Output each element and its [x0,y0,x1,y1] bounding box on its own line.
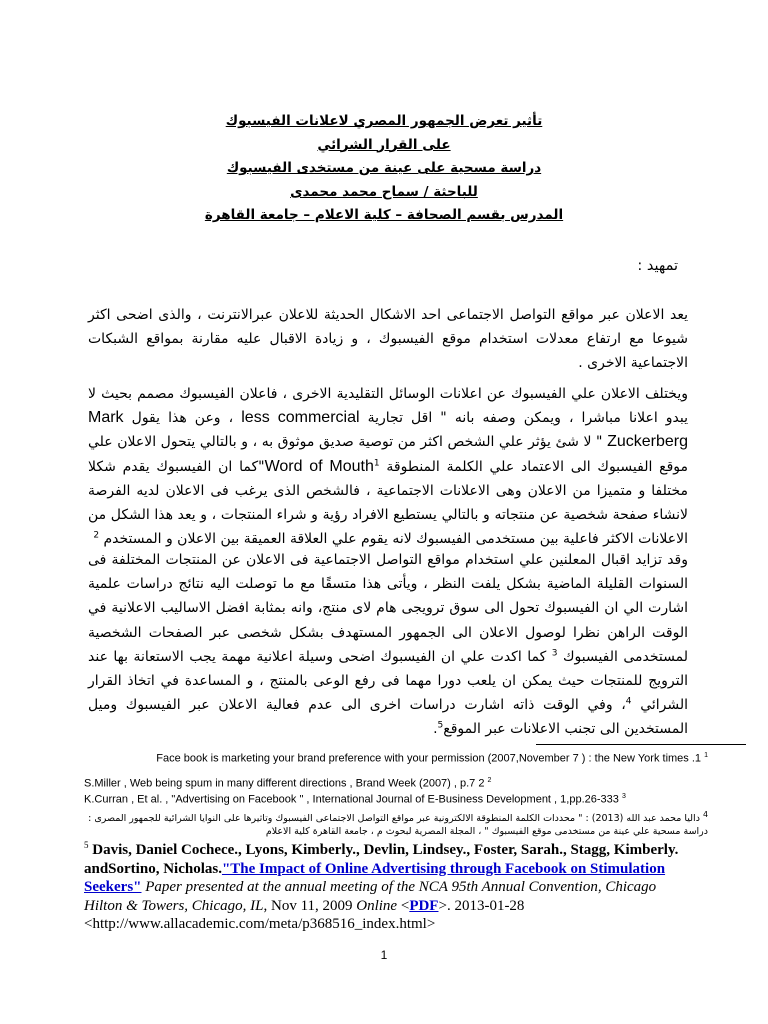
footnote-ref-3[interactable]: 3 [551,648,558,659]
footnote-4-number: 4 [702,810,708,819]
paragraph-2-part-a: ويختلف الاعلان علي الفيسبوك عن اعلانات الوسائل التقليدية الاخرى ، فاعلان الفيسبوك مصمم بحيث لا يبدو اعلانا مباشرا ، ويمكن وصفه بانه " اقل تجارية [88,386,689,427]
paragraph-2 [88,382,688,551]
footnote-4-text: داليا محمد عبد الله (2013) : " محددات الكلمة المنطوقة الالكترونية عبر مواقع التواصل الاجتماعى الفيسبوك وتاثيرها على النوايا الشرائية للجمهور المصرى : دراسة مسحية علي عينة من مستخدمى موقع الفيسبوك " ، المجلة المصرية لبحوث م ، جامعة القاهرة كلية الاعلام [88,813,708,838]
footnote-4 [88,808,708,838]
less-commercial-term: less commercial [241,409,360,427]
paragraph-2-part-c: " لا شئ يؤثر علي الشخص اكثر من توصية صديق موثوق به ، و بالتالي يتحول الاعلان علي موقع الفيسبوك الى الاعتماد علي الكلمة المنطوقة [88,434,689,475]
footnote-3 [84,793,626,806]
footnote-5-authors: Davis, Daniel Cochece., Lyons, Kimberly., Devlin, Lindsey., Foster, Sarah., Stagg, Kimberly. andSortino, Nicholas. [84,842,679,877]
footnote-5-date: , Nov 11, 2009 [263,897,353,914]
footnote-1-text: Face book is marketing your brand preference with your permission (2007,November 7 ) : the New York times .1 [156,752,702,765]
footnote-2-number: 2 [487,777,492,784]
footnote-5-url: <http://www.allacademic.com/meta/p368516_index.html> [84,916,436,932]
footnote-2-text: S.Miller , Web being spum in many different directions , Brand Week (2007) , p.7 2 [84,777,485,790]
title-line-4: للباحثة / سماح محمد محمدى [290,183,478,200]
word-of-mouth-term: Word of Mouth [264,457,374,475]
intro-heading: تمهيد : [637,258,678,274]
footnote-5-number: 5 [84,840,89,850]
page-number: 1 [380,948,388,962]
footnote-5-title-link[interactable]: "The Impact of Online Advertising through Facebook on Stimulation Seekers" [84,860,666,895]
paragraph-3-part-b: كما اكدت علي ان الفيسبوك اضحى وسيلة اعلانية مهمة يجب الاستعانة بها عند الترويج للمنتجات حيث يمكن ان يلعب دورا مهما فى رفع الوعى بالمنتج ، و المساعدة في اتخاذ القرار الشرائي [88,648,689,714]
paragraph-2-part-b: ، وعن هذا يقول [131,410,234,427]
footnote-5-pdf-link[interactable]: PDF [409,897,439,914]
footnote-ref-5[interactable]: 5 [437,720,444,731]
title-line-5: المدرس بقسم الصحافة – كلية الاعلام – جامعة القاهرة [204,207,564,223]
footnote-5-lt: < [400,897,410,914]
footnote-ref-2[interactable]: 2 [93,530,100,541]
footnote-ref-1[interactable]: 1 [373,457,380,468]
paragraph-3-part-c: ، وفي الوقت ذاته اشارت دراسات اخرى الى عدم فعالية الاعلان عبر الفيسبوك وميل المستخدين الى تجنب الاعلانات عبر الموقع [88,697,688,738]
paragraph-3-end: . [433,721,438,738]
footnote-2 [84,777,491,790]
title-line-2: على القرار الشرائي [317,136,451,153]
footnote-1-number: 1 [704,752,708,759]
footnote-5-venue: Paper presented at the annual meeting of the NCA 95th Annual Convention, Chicago Hilton & Towers, Chicago, IL [84,879,657,914]
footnote-ref-4[interactable]: 4 [625,696,632,707]
paragraph-3 [88,548,688,742]
footnote-separator [536,744,746,745]
footnote-1 [156,752,708,765]
footnote-5-online: Online [356,897,398,914]
mark-zuckerberg-name: Mark Zuckerberg [88,409,689,451]
title-line-3: دراسة مسحية على عينة من مستخدى الفيسبوك [226,160,542,176]
footnote-3-number: 3 [621,793,626,800]
paragraph-3-part-a: وقد تزايد اقبال المعلنين علي استخدام مواقع التواصل الاجتماعية فى الاعلان عن المنتجات المختلفة فى السنوات القليلة الماضية بشكل يلفت النظر ، ويأتى هذا متسقًا مع ما توصلت اليه نتائج دراسات علمية اشارت الي ان الفيسبوك تحول الى سوق ترويجى هام لاى منتج، وانه بمثابة افضل الاساليب الاعلانية في الوقت الراهن نظرا لوصول الاعلان الى الجمهور المستهدف بشكل شخصى عبر الصفحات الشخصية لمستخدمى الفيسبوك [88,552,689,665]
paragraph-2-part-d: "كما ان الفيسبوك يقدم شكلا مختلفا و متميزا من الاعلان وهى الاعلانات الاجتماعية ، فالشخص الذى يرغب فى الاعلان لديه الفرصة لانشاء صفحة شخصية عن منتجاته و بالتالي يستطيع الافراد رؤية و شراء المنتجات ، و يعد هذا الشكل من الاعلانات الاكثر فاعلية بين مستخدمى الفيسبوك لانه يقوم علي العلاقة العميقة بين الاعلان و المستخدم [88,458,688,548]
footnote-5 [84,836,684,934]
footnote-3-text: K.Curran , Et al. , "Advertising on Facebook " , International Journal of E-Business Development , 1,pp.26-333 [84,793,619,806]
title-line-1: تأثير تعرض الجمهور المصري لاعلانات الفيسبوك [225,113,543,129]
footnote-5-after-pdf: >. 2013-01-28 [438,897,525,914]
document-title [150,110,618,228]
paragraph-1: يعد الاعلان عبر مواقع التواصل الاجتماعى احد الاشكال الحديثة للاعلان عبرالانترنت ، والذى اضحى اكثر شيوعا مع ارتفاع معدلات استخدام موقع الفيسبوك ، و زيادة الاقبال عليه مقارنة بمواقع الشبكات الاجتماعية الاخرى . [88,307,688,372]
